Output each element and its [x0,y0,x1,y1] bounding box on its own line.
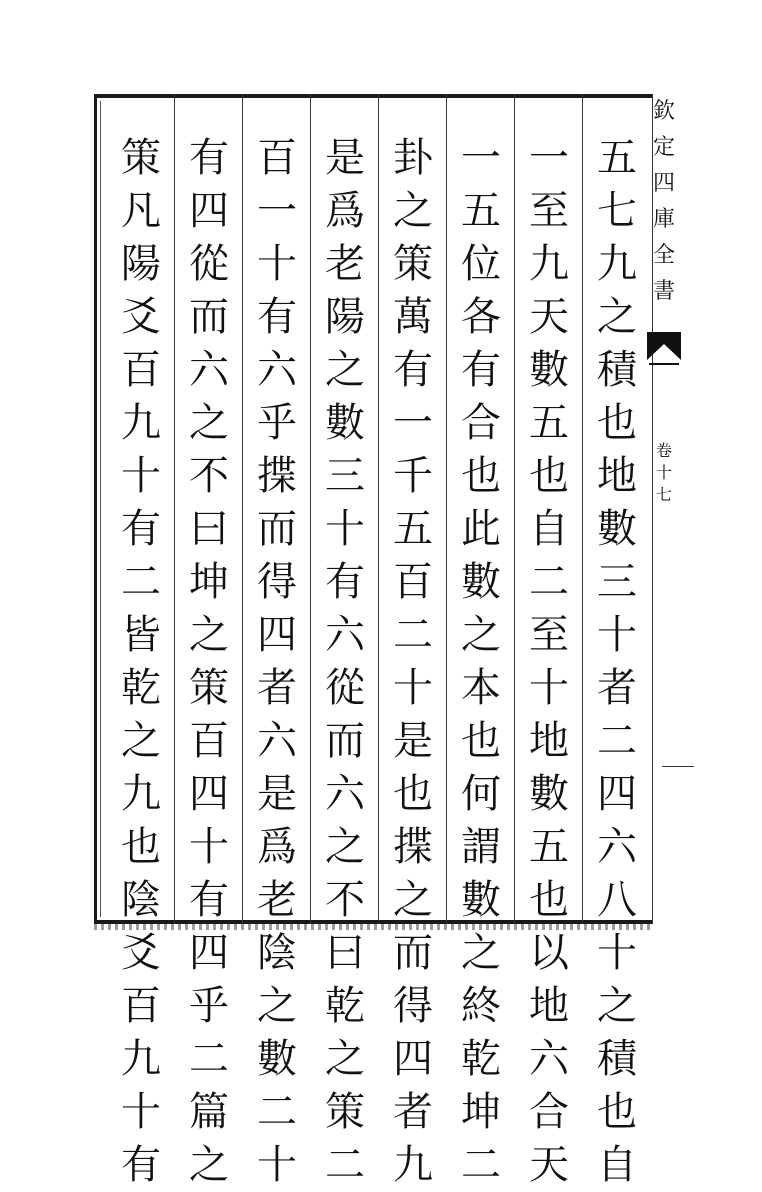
juan-char: 卷 [655,441,672,460]
text-char: 以 [529,930,569,976]
text-char: 地 [529,983,569,1029]
text-char: 六 [257,347,297,393]
text-char: 是 [325,135,365,181]
text-char: 乾 [325,983,365,1029]
text-char: 六 [597,824,637,870]
text-char: 爲 [325,188,365,234]
text-char: 有 [189,877,229,923]
text-char: 有 [257,294,297,340]
margin-title-char: 書 [652,279,675,304]
text-char: 數 [597,506,637,552]
margin-title-char: 欽 [652,99,675,124]
text-char: 坤 [461,1089,501,1135]
column-rule [242,94,243,924]
text-char: 得 [393,983,433,1029]
text-char: 數 [461,559,501,605]
text-char: 之 [189,1142,229,1188]
text-char: 十 [597,930,637,976]
text-char: 十 [325,506,365,552]
text-char: 也 [461,718,501,764]
text-char: 而 [325,718,365,764]
text-column-4 [382,132,444,1192]
text-char: 之 [393,877,433,923]
text-column-8 [110,132,172,1192]
text-char: 八 [597,877,637,923]
text-char: 也 [597,1089,637,1135]
text-char: 是 [393,718,433,764]
text-char: 千 [393,453,433,499]
text-char: 十 [121,1089,161,1135]
text-char: 此 [461,506,501,552]
scan-noise [94,924,654,930]
text-char: 五 [529,400,569,446]
text-char: 自 [529,506,569,552]
text-char: 從 [189,241,229,287]
text-char: 揲 [257,453,297,499]
text-column-7 [178,132,240,1192]
text-char: 乎 [189,983,229,1029]
text-char: 老 [325,241,365,287]
text-char: 老 [257,877,297,923]
text-char: 陽 [325,294,365,340]
text-char: 有 [121,1142,161,1188]
text-char: 至 [529,188,569,234]
text-char: 也 [529,877,569,923]
juan-char: 十 [655,463,672,482]
text-char: 四 [393,1036,433,1082]
text-char: 地 [529,718,569,764]
text-char: 之 [461,612,501,658]
text-char: 十 [257,241,297,287]
text-char: 天 [529,294,569,340]
text-char: 二 [121,559,161,605]
text-char: 六 [189,347,229,393]
text-char: 四 [189,188,229,234]
text-char: 曰 [189,506,229,552]
text-char: 者 [597,665,637,711]
text-char: 策 [393,241,433,287]
text-char: 有 [121,506,161,552]
text-char: 之 [393,188,433,234]
text-char: 三 [597,559,637,605]
text-char: 天 [529,1142,569,1188]
text-char: 積 [597,347,637,393]
text-char: 自 [597,1142,637,1188]
text-column-3 [450,132,512,1192]
text-char: 五 [461,188,501,234]
text-char: 二 [325,1142,365,1188]
text-char: 四 [189,771,229,817]
text-column-6 [246,132,308,1192]
fishtail-mark [645,330,683,370]
text-char: 七 [597,188,637,234]
text-char: 從 [325,665,365,711]
column-rule [446,94,447,924]
text-column-5 [314,132,376,1192]
text-char: 而 [257,506,297,552]
text-char: 五 [393,506,433,552]
text-char: 數 [325,400,365,446]
text-char: 不 [189,453,229,499]
text-char: 十 [257,1142,297,1188]
text-char: 百 [121,983,161,1029]
text-char: 二 [393,612,433,658]
text-char: 合 [461,400,501,446]
text-char: 篇 [189,1089,229,1135]
text-char: 百 [121,347,161,393]
text-char: 十 [529,665,569,711]
juan-char: 七 [655,485,672,504]
column-rule [514,94,515,924]
text-char: 坤 [189,559,229,605]
text-char: 各 [461,294,501,340]
text-char: 有 [393,347,433,393]
text-char: 九 [121,771,161,817]
text-char: 者 [257,665,297,711]
text-char: 也 [597,400,637,446]
text-char: 爻 [121,930,161,976]
text-char: 之 [325,824,365,870]
margin-title-char: 全 [652,243,675,268]
text-char: 之 [597,983,637,1029]
text-char: 有 [461,347,501,393]
text-char: 數 [529,347,569,393]
text-char: 九 [121,400,161,446]
text-char: 四 [597,771,637,817]
text-char: 陰 [257,930,297,976]
text-char: 百 [189,718,229,764]
text-char: 一 [393,400,433,446]
text-column-1 [586,132,648,1192]
text-char: 二 [257,1089,297,1135]
text-char: 本 [461,665,501,711]
text-char: 也 [121,824,161,870]
text-char: 地 [597,453,637,499]
text-char: 五 [529,824,569,870]
text-char: 揲 [393,824,433,870]
text-char: 百 [257,135,297,181]
text-char: 十 [597,612,637,658]
text-char: 二 [461,1142,501,1188]
text-char: 十 [393,665,433,711]
text-char: 十 [189,824,229,870]
text-char: 之 [189,400,229,446]
text-char: 一 [257,188,297,234]
text-char: 謂 [461,824,501,870]
text-char: 四 [189,930,229,976]
column-rule [310,94,311,924]
text-char: 三 [325,453,365,499]
text-char: 一 [461,135,501,181]
text-char: 九 [121,1036,161,1082]
margin-title-char: 定 [652,135,675,160]
juan-label [652,440,676,506]
text-char: 皆 [121,612,161,658]
text-char: 凡 [121,188,161,234]
text-char: 曰 [325,930,365,976]
text-char: 有 [189,135,229,181]
text-column-2 [518,132,580,1192]
text-char: 一 [529,135,569,181]
text-char: 之 [597,294,637,340]
margin-title-char: 四 [652,171,675,196]
text-char: 也 [529,453,569,499]
text-char: 六 [325,612,365,658]
text-char: 二 [189,1036,229,1082]
column-rule [582,94,583,924]
text-char: 乾 [461,1036,501,1082]
text-char: 二 [529,559,569,605]
text-char: 之 [461,930,501,976]
text-char: 策 [189,665,229,711]
text-char: 九 [597,241,637,287]
text-char: 爲 [257,824,297,870]
text-char: 卦 [393,135,433,181]
text-char: 策 [325,1089,365,1135]
text-char: 之 [325,1036,365,1082]
text-char: 乾 [121,665,161,711]
text-char: 五 [597,135,637,181]
text-char: 積 [597,1036,637,1082]
text-char: 爻 [121,294,161,340]
text-char: 九 [393,1142,433,1188]
text-char: 百 [393,559,433,605]
text-char: 有 [325,559,365,605]
column-rule [174,94,175,924]
text-char: 四 [257,612,297,658]
text-char: 是 [257,771,297,817]
text-char: 之 [325,347,365,393]
text-char: 而 [189,294,229,340]
text-char: 六 [325,771,365,817]
text-char: 不 [325,877,365,923]
text-char: 位 [461,241,501,287]
text-char: 九 [529,241,569,287]
text-char: 乎 [257,400,297,446]
text-char: 六 [529,1036,569,1082]
text-char: 之 [121,718,161,764]
text-char: 數 [257,1036,297,1082]
text-char: 終 [461,983,501,1029]
text-char: 也 [393,771,433,817]
text-char: 六 [257,718,297,764]
text-char: 合 [529,1089,569,1135]
edge-mark [662,766,694,767]
text-char: 萬 [393,294,433,340]
text-char: 者 [393,1089,433,1135]
text-char: 得 [257,559,297,605]
text-char: 而 [393,930,433,976]
text-char: 策 [121,135,161,181]
margin-title-char: 庫 [652,207,675,232]
text-char: 之 [189,612,229,658]
text-char: 何 [461,771,501,817]
text-char: 也 [461,453,501,499]
text-char: 至 [529,612,569,658]
text-char: 之 [257,983,297,1029]
text-char: 數 [461,877,501,923]
text-char: 二 [597,718,637,764]
margin-title [652,94,676,924]
text-char: 陽 [121,241,161,287]
text-char: 十 [121,453,161,499]
text-char: 數 [529,771,569,817]
text-char: 陰 [121,877,161,923]
column-rule [378,94,379,924]
